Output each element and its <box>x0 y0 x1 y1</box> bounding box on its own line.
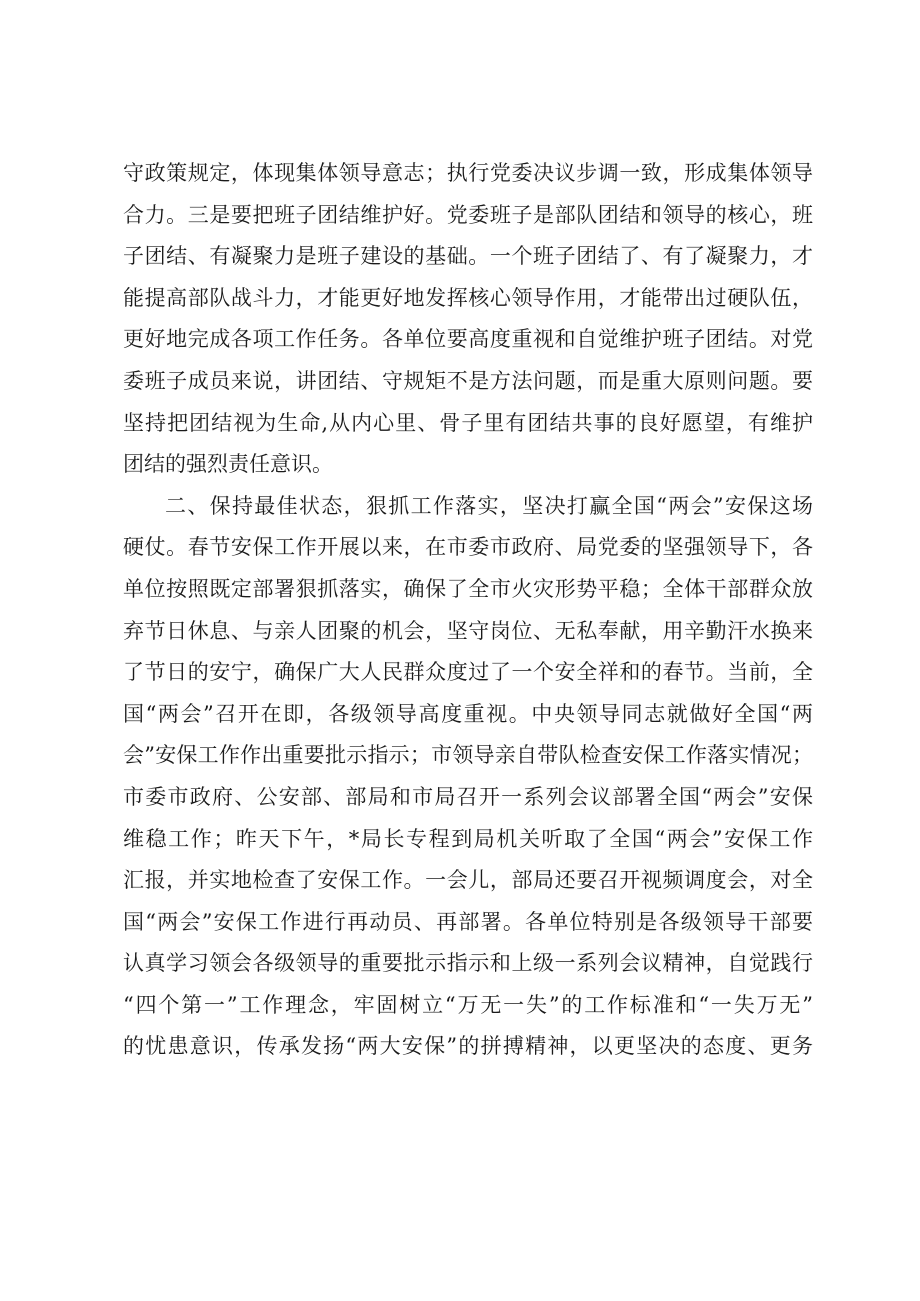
text-line: 委班子成员来说，讲团结、守规矩不是方法问题，而是重大原则问题。要 <box>123 368 813 393</box>
text-line: 单位按照既定部署狠抓落实，确保了全市火灾形势平稳；全体干部群众放 <box>123 576 813 601</box>
text-line: 会”安保工作作出重要批示指示；市领导亲自带队检查安保工作落实情况； <box>123 743 813 768</box>
text-line: 认真学习领会各级领导的重要批示指示和上级一系列会议精神，自觉践行 <box>123 951 813 976</box>
text-line: 硬仗。春节安保工作开展以来，在市委市政府、局党委的坚强领导下，各 <box>123 535 813 560</box>
text-line: 市委市政府、公安部、部局和市局召开一系列会议部署全国“两会”安保 <box>123 784 813 809</box>
body-text <box>123 153 813 1068</box>
text-line: 子团结、有凝聚力是班子建设的基础。一个班子团结了、有了凝聚力，才 <box>123 244 813 269</box>
text-line: 团结的强烈责任意识。 <box>123 452 333 477</box>
text-line: 汇报，并实地检查了安保工作。一会儿，部局还要召开视频调度会，对全 <box>123 868 813 893</box>
text-line: 合力。三是要把班子团结维护好。党委班子是部队团结和领导的核心，班 <box>123 202 813 227</box>
text-line: 的忧患意识，传承发扬“两大安保”的拼搏精神，以更坚决的态度、更务 <box>123 1034 813 1059</box>
text-line: 更好地完成各项工作任务。各单位要高度重视和自觉维护班子团结。对党 <box>123 327 813 352</box>
text-line: “四个第一”工作理念，牢固树立“万无一失”的工作标准和“一失万无” <box>123 992 813 1017</box>
text-line: 能提高部队战斗力，才能更好地发挥核心领导作用，才能带出过硬队伍， <box>123 285 813 310</box>
text-line: 守政策规定，体现集体领导意志；执行党委决议步调一致，形成集体领导 <box>123 161 813 185</box>
text-line: 维稳工作；昨天下午，*局长专程到局机关听取了全国“两会”安保工作 <box>123 826 813 851</box>
text-line: 坚持把团结视为生命,从内心里、骨子里有团结共事的良好愿望，有维护 <box>123 410 813 435</box>
text-line: 国“两会”召开在即，各级领导高度重视。中央领导同志就做好全国“两 <box>123 701 813 726</box>
text-line: 国“两会”安保工作进行再动员、再部署。各单位特别是各级领导干部要 <box>123 909 813 934</box>
text-line: 了节日的安宁，确保广大人民群众度过了一个安全祥和的春节。当前，全 <box>123 660 813 685</box>
text-line: 弃节日休息、与亲人团聚的机会，坚守岗位、无私奉献，用辛勤汗水换来 <box>123 618 813 643</box>
paragraph-start-line: 二、保持最佳状态，狠抓工作落实，坚决打赢全国“两会”安保这场 <box>165 493 813 518</box>
